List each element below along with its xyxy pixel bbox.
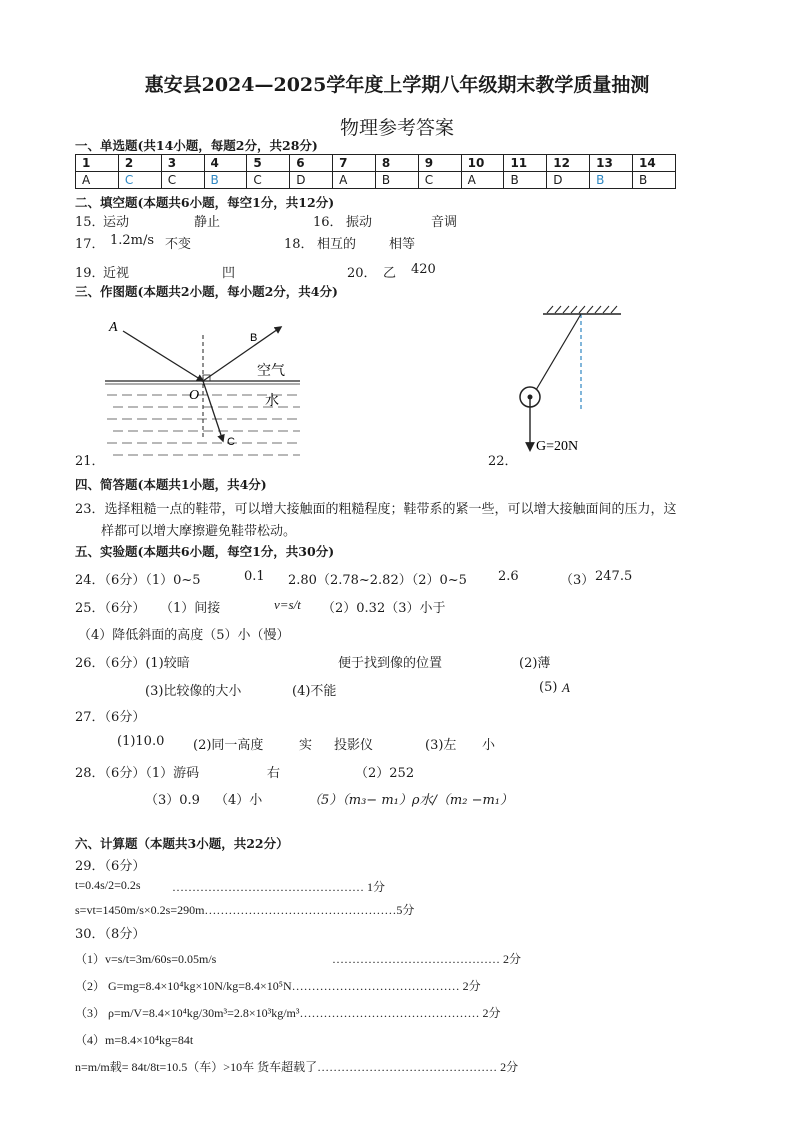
q15-answer-1: 运动 bbox=[103, 215, 130, 230]
table-cell: 12 bbox=[547, 155, 590, 172]
q20-answer-1: 乙 bbox=[383, 266, 397, 281]
q18-number: 18． bbox=[284, 237, 314, 252]
table-cell: C bbox=[118, 172, 161, 189]
table-cell: C bbox=[247, 172, 290, 189]
q30-step-3: （3） ρ=m/V=8.4×10⁴kg/30m³=2.8×10³kg/m³……………………………………… 2分 bbox=[75, 1006, 501, 1020]
pendulum-diagram bbox=[505, 302, 630, 460]
incident-ray bbox=[123, 331, 203, 381]
label-b: B bbox=[250, 332, 258, 344]
q16-number: 16． bbox=[313, 215, 343, 230]
q19-answer-1: 近视 bbox=[103, 266, 130, 281]
q19-number: 19． bbox=[75, 266, 105, 281]
q27-part-1: (1)10.0 bbox=[117, 734, 165, 749]
q28-part-2: 右 bbox=[267, 766, 281, 781]
q25-part-4: （4）降低斜面的高度（5）小（慢） bbox=[78, 628, 290, 643]
ball-center bbox=[528, 395, 533, 400]
q26-part-4: (3)比较像的大小 bbox=[145, 684, 242, 699]
q23-line-2: 样都可以增大摩擦避免鞋带松动。 bbox=[101, 524, 297, 539]
page-title: 惠安县2024—2025学年度上学期八年级期末教学质量抽测 bbox=[144, 74, 650, 96]
label-gravity: G=20N bbox=[536, 439, 579, 454]
table-cell: B bbox=[504, 172, 547, 189]
table-cell: 8 bbox=[375, 155, 418, 172]
table-cell: 6 bbox=[290, 155, 333, 172]
string bbox=[536, 314, 581, 390]
table-cell: C bbox=[418, 172, 461, 189]
table-cell: B bbox=[590, 172, 633, 189]
q18-answer-2: 相等 bbox=[389, 237, 416, 252]
table-cell: 3 bbox=[161, 155, 204, 172]
q25-part-3: （2）0.32（3）小于 bbox=[322, 601, 446, 616]
section-heading-5: 五、实验题(本题共6小题，每空1分，共30分) bbox=[75, 544, 335, 559]
q30-step-1-score: …………………………………… 2分 bbox=[332, 952, 522, 966]
table-cell: C bbox=[161, 172, 204, 189]
q19-answer-2: 凹 bbox=[222, 266, 236, 281]
q26-part-2: 便于找到像的位置 bbox=[338, 656, 443, 671]
table-cell: D bbox=[290, 172, 333, 189]
section-heading-6: 六、计算题（本题共3小题，共22分） bbox=[75, 836, 289, 851]
ceiling bbox=[543, 306, 621, 314]
q25-formula: v=s/t bbox=[274, 597, 301, 612]
refracted-ray bbox=[203, 381, 223, 441]
q27-heading: 27．（6分） bbox=[75, 710, 146, 725]
q26-part-5: (4)不能 bbox=[292, 684, 337, 699]
q27-part-6: 小 bbox=[482, 738, 496, 753]
table-cell: 2 bbox=[118, 155, 161, 172]
q27-part-2: (2)同一高度 bbox=[193, 738, 264, 753]
table-cell: D bbox=[547, 172, 590, 189]
q24-part-5: （3） bbox=[560, 573, 595, 588]
q25-part-2: （1）间接 bbox=[160, 601, 221, 616]
q25-part-1: 25．（6分） bbox=[75, 601, 146, 616]
q24-part-3: 2.80（2.78~2.82）（2）0~5 bbox=[288, 573, 467, 588]
q22-number: 22． bbox=[488, 454, 518, 469]
q21-number: 21． bbox=[75, 454, 105, 469]
q24-part-2: 0.1 bbox=[244, 569, 265, 584]
label-a: A bbox=[109, 320, 118, 335]
section-heading-2: 二、填空题(本题共6小题，每空1分，共12分) bbox=[75, 195, 335, 210]
table-cell: 10 bbox=[461, 155, 504, 172]
q17-number: 17． bbox=[75, 237, 105, 252]
q29-step-2: s=vt=1450m/s×0.2s=290m…………………………………………5分 bbox=[75, 903, 415, 917]
table-cell: 13 bbox=[590, 155, 633, 172]
q16-answer-1: 振动 bbox=[346, 215, 373, 230]
q30-step-5: n=m/m载= 84t/8t=10.5（车）>10车 货车超载了……………………………………… 2分 bbox=[75, 1060, 519, 1074]
table-cell: B bbox=[632, 172, 675, 189]
table-cell: A bbox=[76, 172, 119, 189]
q28-part-4: （3）0.9 bbox=[145, 793, 200, 808]
section-heading-4: 四、简答题(本题共1小题，共4分) bbox=[75, 477, 267, 492]
q23-line-1: 23．选择粗糙一点的鞋带，可以增大接触面的粗糙程度；鞋带系的紧一些，可以增大接触面间的压力，这 bbox=[75, 502, 677, 517]
table-cell: 5 bbox=[247, 155, 290, 172]
q29-step-1-score: ………………………………………… 1分 bbox=[172, 880, 386, 894]
q24-part-6: 247.5 bbox=[595, 569, 633, 584]
table-cell: 7 bbox=[333, 155, 376, 172]
table-cell: 14 bbox=[632, 155, 675, 172]
q26-part-1: 26．（6分）(1)较暗 bbox=[75, 656, 190, 671]
q16-answer-2: 音调 bbox=[431, 215, 458, 230]
q29-heading: 29．（6分） bbox=[75, 859, 146, 874]
q28-part-5: （4）小 bbox=[215, 793, 263, 808]
q24-part-4: 2.6 bbox=[498, 569, 519, 584]
q27-part-4: 投影仪 bbox=[334, 738, 374, 753]
q26-part-6: (5) bbox=[539, 680, 558, 695]
q26-part-3: (2)薄 bbox=[519, 656, 551, 671]
q30-heading: 30．（8分） bbox=[75, 927, 146, 942]
q30-step-4: （4）m=8.4×10⁴kg=84t bbox=[75, 1033, 194, 1047]
q20-number: 20． bbox=[347, 266, 377, 281]
q15-answer-2: 静止 bbox=[194, 215, 221, 230]
section-heading-1: 一、单选题(共14小题，每题2分，共28分) bbox=[75, 138, 318, 153]
q20-answer-2: 420 bbox=[411, 262, 436, 277]
table-cell: 11 bbox=[504, 155, 547, 172]
table-cell: 1 bbox=[76, 155, 119, 172]
q30-step-1: （1）v=s/t=3m/60s=0.05m/s bbox=[75, 952, 217, 966]
table-cell: A bbox=[461, 172, 504, 189]
q29-step-1: t=0.4s/2=0.2s bbox=[75, 878, 141, 892]
page-subtitle: 物理参考答案 bbox=[339, 117, 454, 139]
q24-part-1: 24．（6分）（1）0~5 bbox=[75, 573, 201, 588]
q30-step-2: （2） G=mg=8.4×10⁴kg×10N/kg=8.4×10⁵N…………………………………… 2分 bbox=[75, 979, 481, 993]
q28-part-6: （5）（m₃− m₁）ρ水/（m₂ −m₁） bbox=[308, 793, 513, 808]
table-row bbox=[76, 155, 676, 172]
label-c: C bbox=[227, 436, 235, 448]
section-heading-3: 三、作图题(本题共2小题，每小题2分，共4分) bbox=[75, 284, 338, 299]
label-o: O bbox=[189, 388, 200, 403]
q15-number: 15． bbox=[75, 215, 105, 230]
q17-answer-2: 不变 bbox=[165, 237, 192, 252]
choice-answer-table bbox=[75, 154, 676, 189]
label-water: 水 bbox=[265, 393, 279, 409]
q17-answer-1: 1.2m/s bbox=[110, 233, 155, 248]
q26-part-7: A bbox=[562, 680, 570, 695]
q27-part-3: 实 bbox=[299, 738, 313, 753]
q27-part-5: (3)左 bbox=[425, 738, 457, 753]
table-cell: 9 bbox=[418, 155, 461, 172]
q28-part-3: （2）252 bbox=[355, 766, 415, 781]
q28-part-1: 28．（6分）（1）游码 bbox=[75, 766, 200, 781]
table-cell: B bbox=[204, 172, 247, 189]
refraction-diagram bbox=[75, 315, 315, 465]
label-air: 空气 bbox=[257, 363, 285, 379]
q18-answer-1: 相互的 bbox=[317, 237, 357, 252]
table-row bbox=[76, 172, 676, 189]
table-cell: A bbox=[333, 172, 376, 189]
table-cell: B bbox=[375, 172, 418, 189]
table-cell: 4 bbox=[204, 155, 247, 172]
